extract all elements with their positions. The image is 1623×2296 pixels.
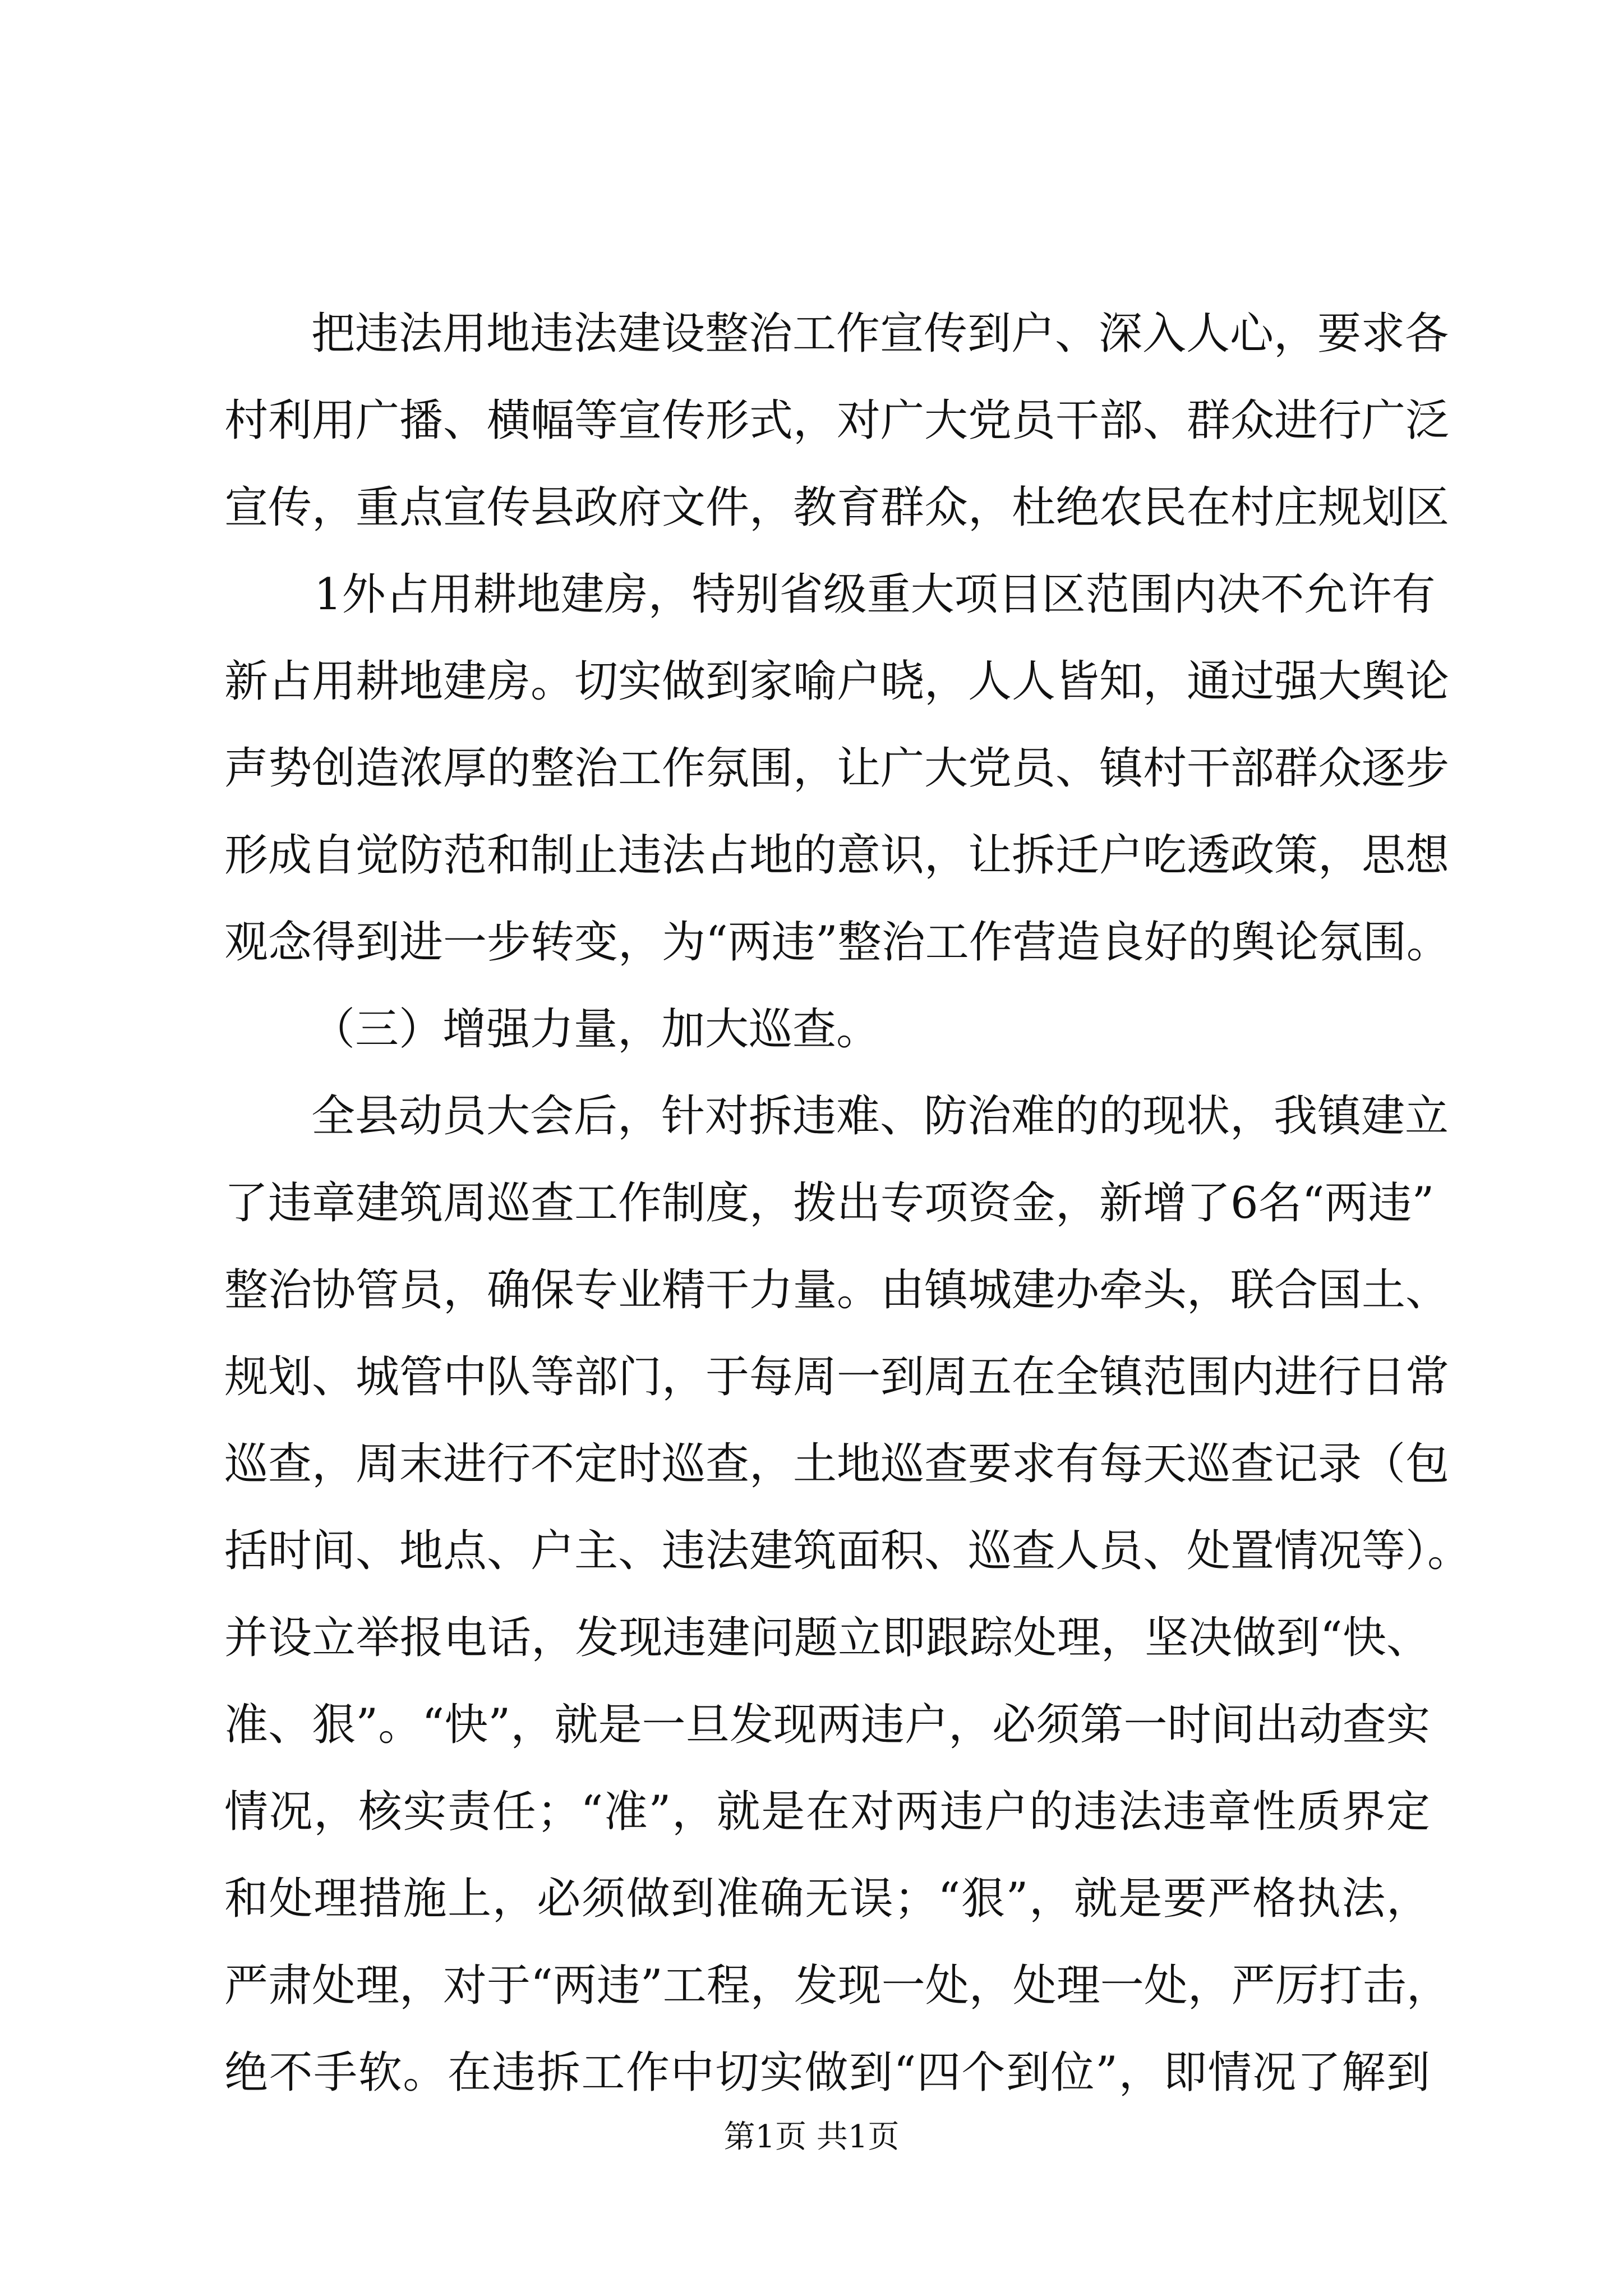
page-number-footer: 第1页 共1页 xyxy=(723,2119,900,2155)
paragraph-line: 绝不手软。在违拆工作中切实做到“四个到位”，即情况了解到 xyxy=(224,2047,1430,2098)
paragraph-line: 声势创造浓厚的整治工作氛围，让广大党员、镇村干部群众逐步 xyxy=(224,743,1450,794)
paragraph-line: 括时间、地点、户主、违法建筑面积、巡查人员、处置情况等）。 xyxy=(224,1526,1472,1576)
paragraph-line: 村利用广播、横幅等宣传形式，对广大党员干部、群众进行广泛 xyxy=(224,395,1450,446)
paragraph-line: 了违章建筑周巡查工作制度，拨出专项资金，新增了6名“两违” xyxy=(224,1178,1435,1228)
paragraph-line: 并设立举报电话，发现违建问题立即跟踪处理，坚决做到“快、 xyxy=(224,1613,1430,1663)
paragraph-line: 整治协管员，确保专业精干力量。由镇城建办牵头，联合国土、 xyxy=(224,1265,1450,1315)
paragraph-line: 情况，核实责任；“准”，就是在对两违户的违法违章性质界定 xyxy=(224,1787,1430,1837)
paragraph-line: 巡查，周末进行不定时巡查，土地巡查要求有每天巡查记录（包 xyxy=(224,1439,1450,1489)
paragraph-line: 观念得到进一步转变，为“两违”整治工作营造良好的舆论氛围。 xyxy=(224,917,1450,968)
paragraph-line: 严肃处理，对于“两违”工程，发现一处，处理一处，严厉打击， xyxy=(224,1961,1450,2011)
section-heading: （三）增强力量，加大巡查。 xyxy=(311,1004,880,1055)
paragraph-line: 把违法用地违法建设整治工作宣传到户、深入人心，要求各 xyxy=(311,309,1449,359)
paragraph-line: 宣传，重点宣传县政府文件，教育群众，杜绝农民在村庄规划区 xyxy=(224,482,1450,533)
paragraph-line: 和处理措施上，必须做到准确无误；“狠”，就是要严格执法， xyxy=(224,1874,1430,1924)
paragraph-line: 规划、城管中队等部门，于每周一到周五在全镇范围内进行日常 xyxy=(224,1352,1450,1402)
paragraph-line: 形成自觉防范和制止违法占地的意识，让拆迁户吃透政策，思想 xyxy=(224,830,1450,881)
paragraph-line: 新占用耕地建房。切实做到家喻户晓，人人皆知，通过强大舆论 xyxy=(224,656,1450,707)
paragraph-line: 全县动员大会后，针对拆违难、防治难的的现状，我镇建立 xyxy=(311,1091,1449,1142)
paragraph-line: 1外占用耕地建房，特别省级重大项目区范围内决不允许有 xyxy=(314,569,1436,620)
paragraph-line: 准、狠”。“快”，就是一旦发现两违户，必须第一时间出动查实 xyxy=(224,1700,1430,1750)
